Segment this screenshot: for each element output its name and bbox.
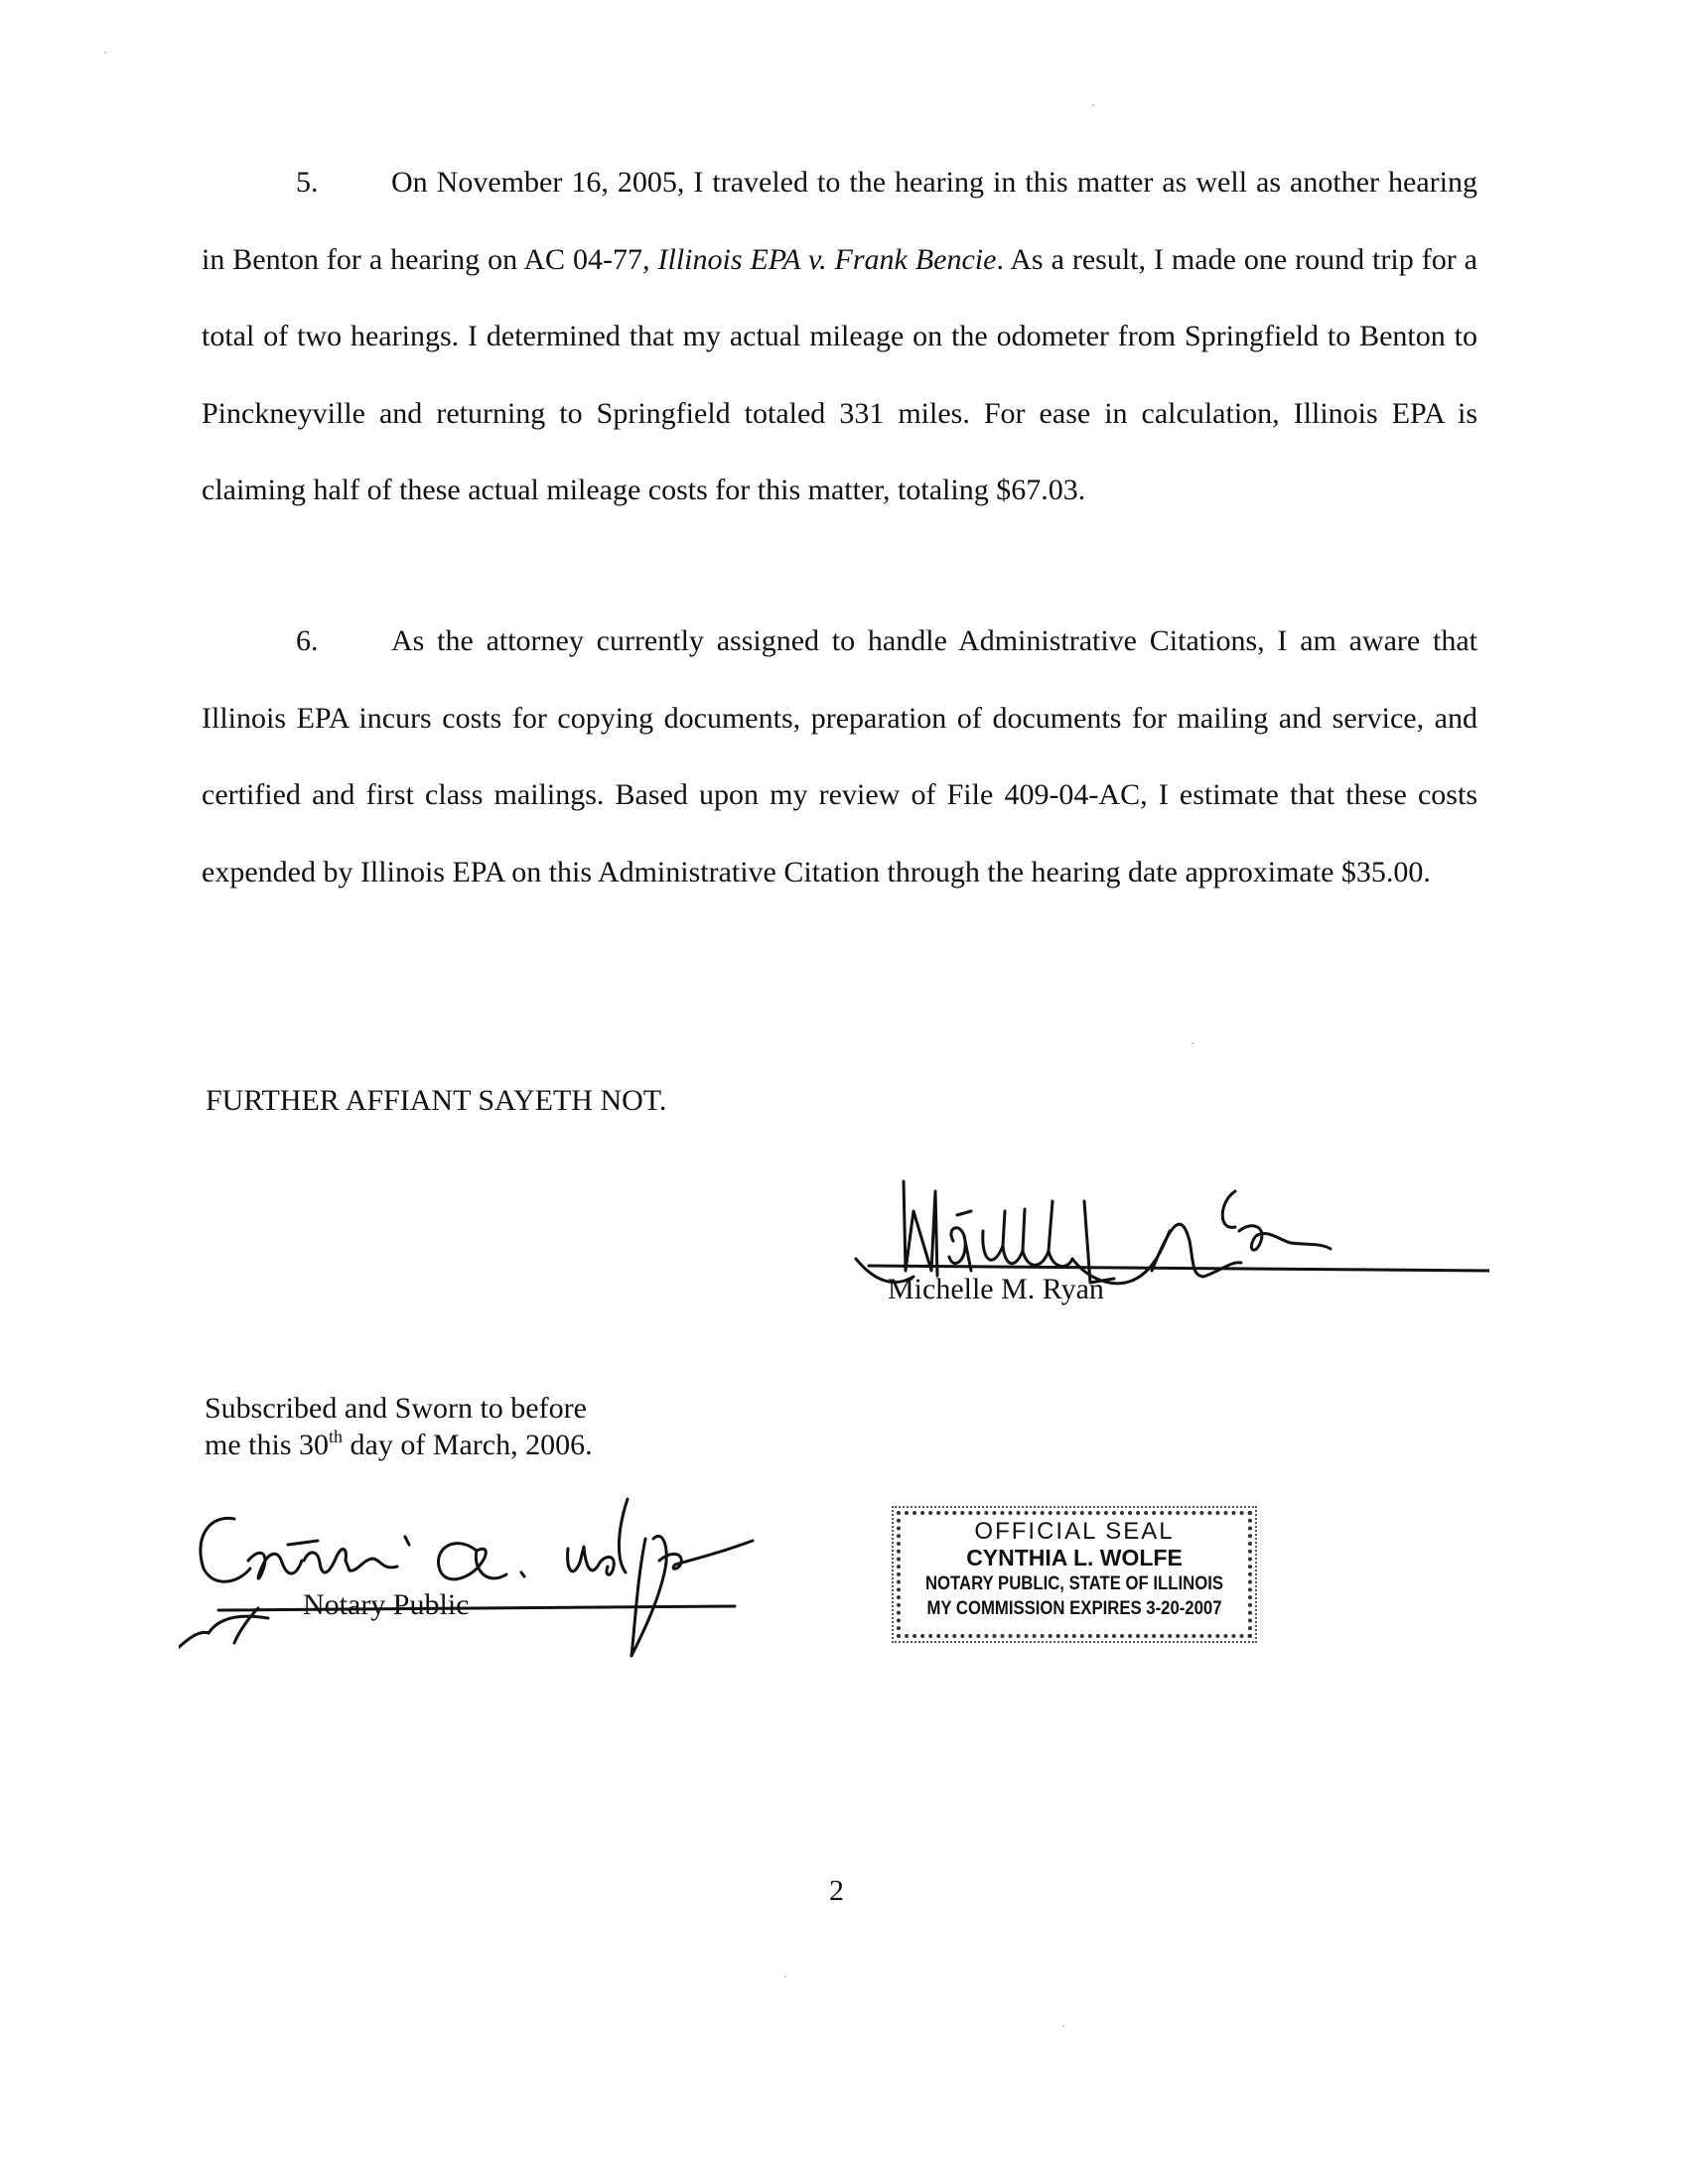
seal-heading: OFFICIAL SEAL	[974, 1518, 1175, 1545]
notary-public-label: Notary Public	[303, 1588, 470, 1621]
scan-speck	[784, 1976, 786, 1978]
closing-statement: FURTHER AFFIANT SAYETH NOT.	[206, 1084, 667, 1117]
paragraph-6	[202, 603, 1477, 910]
page-number: 2	[829, 1874, 844, 1907]
paragraph-5	[202, 144, 1477, 529]
seal-jurisdiction: NOTARY PUBLIC, STATE OF ILLINOIS	[924, 1573, 1224, 1594]
case-name: Illinois EPA v. Frank Bencie	[657, 242, 997, 276]
notary-seal	[897, 1511, 1252, 1638]
notary-signature	[179, 1489, 814, 1658]
jurat-ordinal-suffix: th	[329, 1427, 344, 1446]
seal-notary-name: CYNTHIA L. WOLFE	[966, 1545, 1183, 1570]
paragraph-text: On November 16, 2005, I traveled to the hearing in this matter as well as another hearing in Benton for a hearing on AC 04-77,	[202, 166, 1477, 276]
seal-commission-expiry: MY COMMISSION EXPIRES 3-20-2007	[926, 1598, 1222, 1619]
paragraph-text: . As a result, I made one round trip for a total of two hearings. I determined that my actual mileage on the odometer from Springfield to Benton to Pinckneyville and returning to Springfield totaled 331 miles. For ease in calculation, Illinois EPA is claiming half of these actual mileage costs for this matter, totaling $67.03.	[202, 242, 1477, 506]
scan-speck	[1092, 104, 1094, 106]
scan-speck	[104, 52, 106, 54]
paragraph-number: 6.	[296, 624, 319, 657]
jurat-line-2-suffix: day of March, 2006.	[343, 1429, 593, 1461]
scan-speck	[1192, 1042, 1193, 1044]
jurat-line-1: Subscribed and Sworn to before	[205, 1392, 587, 1425]
paragraph-number: 5.	[296, 166, 319, 199]
jurat	[205, 1390, 593, 1463]
scan-speck	[1062, 2025, 1064, 2027]
affiant-name: Michelle M. Ryan	[888, 1273, 1104, 1305]
jurat-line-2-prefix: me this 30	[205, 1429, 329, 1461]
paragraph-text: As the attorney currently assigned to handle Administrative Citations, I am aware that Illinois EPA incurs costs for copying documents, preparation of documents for mailing and service, and certified and first class mailings. Based upon my review of File 409-04-AC, I estimate that these costs expended by Illinois EPA on this Administrative Citation through the hearing date approximate $35.00.	[202, 624, 1477, 888]
